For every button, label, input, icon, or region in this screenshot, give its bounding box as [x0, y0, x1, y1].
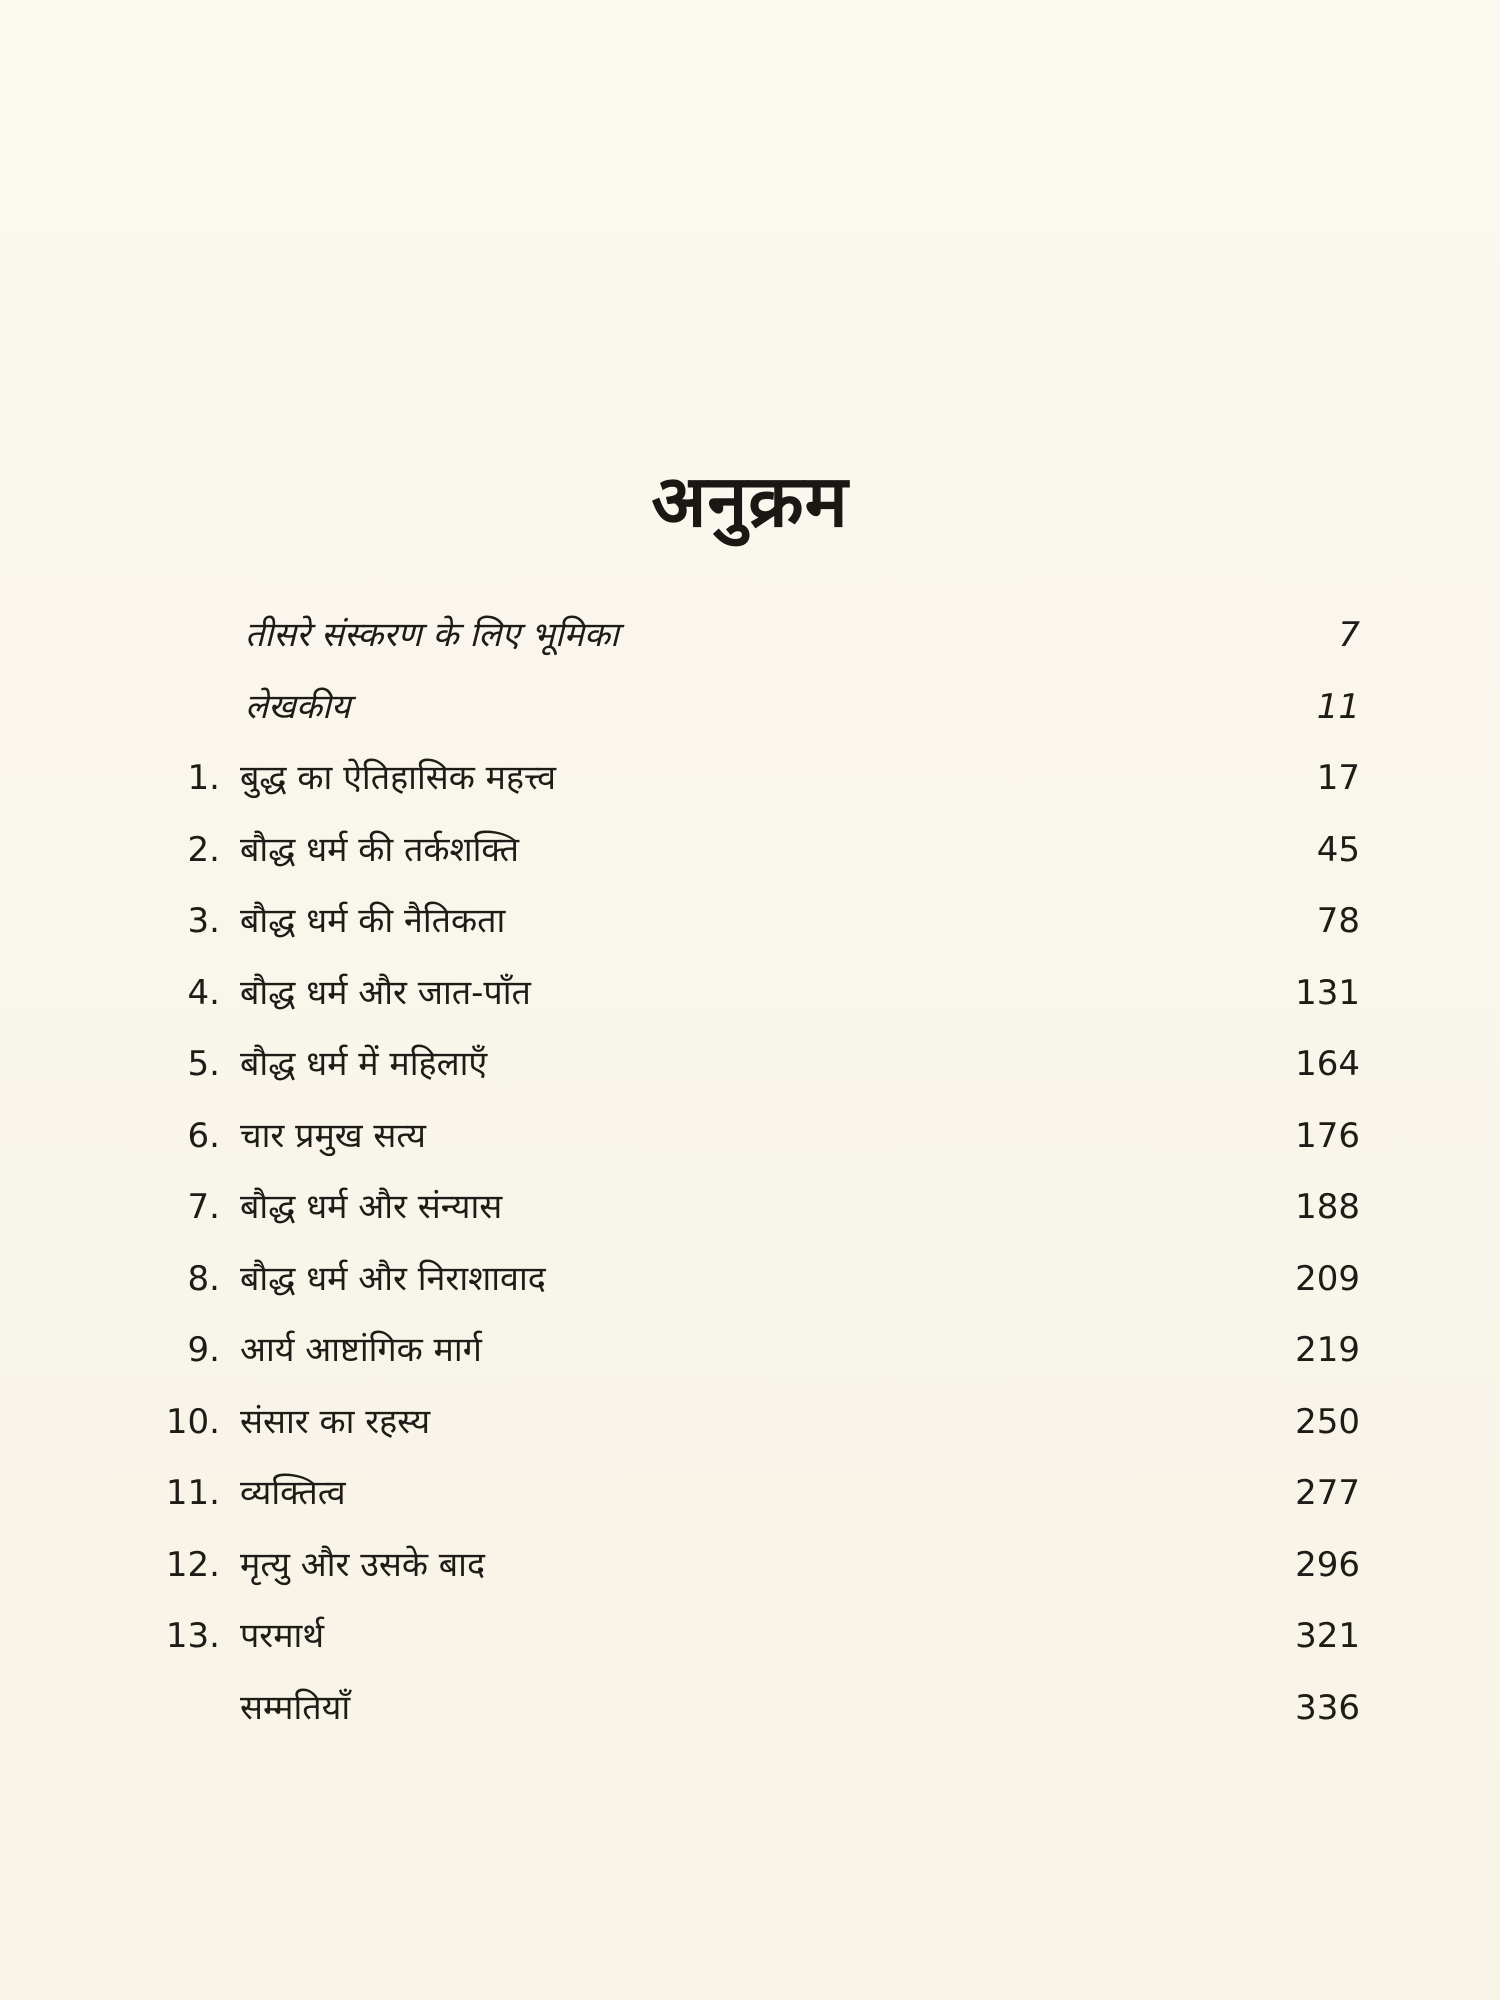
- chapter-number: 10.: [165, 1401, 220, 1442]
- chapter-title: बौद्ध धर्म में महिलाएँ: [240, 1044, 488, 1084]
- chapter-number: 1.: [187, 758, 220, 798]
- chapter-title: बुद्ध का ऐतिहासिक महत्त्व: [240, 758, 557, 798]
- toc-entry-author-note: [130, 672, 1360, 744]
- toc-chapter-9: [130, 1315, 1360, 1387]
- chapter-title: बौद्ध धर्म की तर्कशक्ति: [240, 829, 519, 870]
- table-of-contents: [130, 600, 1360, 1744]
- chapter-title: बौद्ध धर्म और निराशावाद: [240, 1258, 546, 1299]
- toc-chapter-11: [130, 1458, 1360, 1530]
- page-title: अनुक्रम: [651, 459, 849, 543]
- chapter-title: आर्य आष्टांगिक मार्ग: [240, 1330, 482, 1370]
- chapter-title: संसार का रहस्य: [240, 1401, 431, 1442]
- toc-entry-title: लेखकीय: [245, 686, 351, 727]
- chapter-page: 131: [1295, 972, 1360, 1013]
- chapter-number: 9.: [187, 1330, 220, 1370]
- chapter-number: 13.: [165, 1616, 220, 1656]
- chapter-number: 8.: [187, 1258, 220, 1299]
- chapter-page: 17: [1316, 758, 1360, 798]
- toc-chapter-12: [130, 1530, 1360, 1602]
- chapter-title: बौद्ध धर्म की नैतिकता: [240, 901, 506, 941]
- toc-entry-page: 11: [1316, 686, 1360, 727]
- toc-chapter-3: [130, 886, 1360, 958]
- chapter-page: 321: [1295, 1616, 1360, 1656]
- chapter-number: 2.: [187, 829, 220, 870]
- chapter-page: 296: [1295, 1544, 1360, 1585]
- chapter-page: 78: [1316, 901, 1360, 941]
- toc-chapter-8: [130, 1244, 1360, 1316]
- chapter-page: 250: [1295, 1401, 1360, 1442]
- chapter-page: 45: [1316, 829, 1360, 870]
- toc-entry-page: 336: [1295, 1687, 1360, 1728]
- chapter-page: 176: [1295, 1115, 1360, 1156]
- chapter-page: 219: [1295, 1330, 1360, 1370]
- chapter-title: मृत्यु और उसके बाद: [240, 1544, 486, 1585]
- chapter-number: 4.: [187, 972, 220, 1013]
- chapter-page: 188: [1295, 1187, 1360, 1227]
- toc-chapter-6: [130, 1101, 1360, 1173]
- toc-entry-preface: [130, 600, 1360, 672]
- toc-entry-page: 7: [1338, 615, 1360, 655]
- toc-chapter-7: [130, 1172, 1360, 1244]
- toc-chapter-4: [130, 958, 1360, 1030]
- chapter-title: परमार्थ: [240, 1616, 325, 1656]
- chapter-number: 5.: [187, 1044, 220, 1084]
- chapter-number: 11.: [165, 1473, 220, 1513]
- toc-entry-title: सम्मतियाँ: [240, 1687, 351, 1728]
- toc-entry-reviews: [130, 1673, 1360, 1745]
- chapter-title: व्यक्तित्व: [240, 1473, 346, 1513]
- chapter-number: 7.: [187, 1187, 220, 1227]
- toc-entry-title: तीसरे संस्करण के लिए भूमिका: [245, 615, 619, 655]
- toc-chapter-1: [130, 743, 1360, 815]
- toc-chapter-2: [130, 815, 1360, 887]
- chapter-page: 277: [1295, 1473, 1360, 1513]
- toc-chapter-10: [130, 1387, 1360, 1459]
- chapter-title: चार प्रमुख सत्य: [240, 1115, 426, 1156]
- chapter-page: 164: [1295, 1044, 1360, 1084]
- chapter-title: बौद्ध धर्म और जात-पाँत: [240, 972, 531, 1013]
- chapter-title: बौद्ध धर्म और संन्यास: [240, 1187, 503, 1227]
- toc-chapter-13: [130, 1601, 1360, 1673]
- chapter-page: 209: [1295, 1258, 1360, 1299]
- chapter-number: 12.: [165, 1544, 220, 1585]
- chapter-number: 3.: [187, 901, 220, 941]
- chapter-number: 6.: [187, 1115, 220, 1156]
- toc-chapter-5: [130, 1029, 1360, 1101]
